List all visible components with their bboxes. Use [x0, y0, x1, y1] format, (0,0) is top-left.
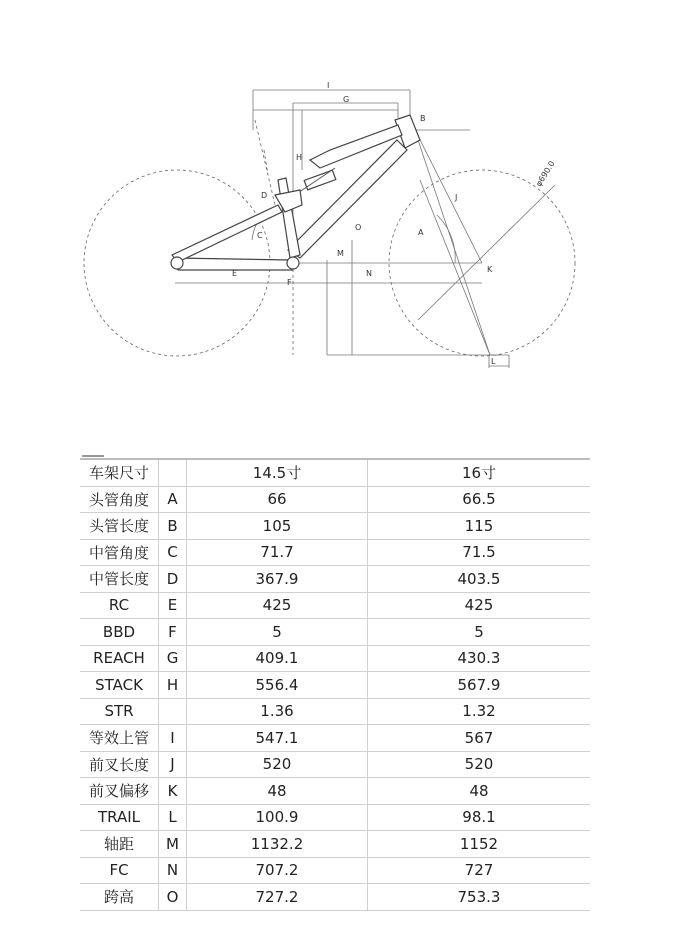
row-value-size-2: 1152	[368, 831, 591, 858]
table-top-mark	[82, 455, 104, 457]
dim-label-m: M	[337, 249, 344, 258]
row-code: F	[159, 619, 187, 646]
geometry-spec-table	[80, 458, 590, 911]
row-value-size-2: 1.32	[368, 698, 591, 725]
dim-label-f: F	[287, 278, 292, 287]
row-code: A	[159, 486, 187, 513]
row-value-size-2: 727	[368, 857, 591, 884]
row-code: K	[159, 778, 187, 805]
row-code: C	[159, 539, 187, 566]
table-row	[80, 539, 590, 566]
row-value-size-1: 367.9	[187, 566, 368, 593]
table-row	[80, 831, 590, 858]
wheel-diameter-label: φ690.0	[534, 159, 557, 189]
row-code: O	[159, 884, 187, 911]
row-value-size-1: 707.2	[187, 857, 368, 884]
table-row	[80, 513, 590, 540]
dim-label-c: C	[257, 231, 263, 240]
row-name: FC	[80, 857, 159, 884]
row-name: RC	[80, 592, 159, 619]
table-header-row	[80, 459, 590, 486]
row-value-size-1: 5	[187, 619, 368, 646]
table-row	[80, 566, 590, 593]
row-code: H	[159, 672, 187, 699]
header-size-1: 14.5寸	[187, 459, 368, 486]
row-code: B	[159, 513, 187, 540]
row-value-size-2: 430.3	[368, 645, 591, 672]
table-row	[80, 751, 590, 778]
dim-label-i: I	[327, 81, 330, 90]
dim-label-a: A	[418, 228, 424, 237]
dim-label-h: H	[296, 153, 303, 162]
row-code: D	[159, 566, 187, 593]
row-code: E	[159, 592, 187, 619]
header-code	[159, 459, 187, 486]
bike-geometry-diagram	[0, 60, 700, 390]
row-name: 前叉长度	[80, 751, 159, 778]
row-value-size-1: 71.7	[187, 539, 368, 566]
row-value-size-2: 5	[368, 619, 591, 646]
row-code	[159, 698, 187, 725]
row-value-size-1: 48	[187, 778, 368, 805]
table-row	[80, 884, 590, 911]
row-value-size-2: 753.3	[368, 884, 591, 911]
row-value-size-1: 1132.2	[187, 831, 368, 858]
row-value-size-2: 66.5	[368, 486, 591, 513]
row-code: J	[159, 751, 187, 778]
row-name: STR	[80, 698, 159, 725]
row-code: I	[159, 725, 187, 752]
table-row	[80, 804, 590, 831]
row-name: 等效上管	[80, 725, 159, 752]
dim-label-j: J	[455, 193, 458, 202]
table-row	[80, 725, 590, 752]
row-name: 头管长度	[80, 513, 159, 540]
row-name: 中管长度	[80, 566, 159, 593]
dim-label-k: K	[487, 265, 493, 274]
row-value-size-2: 403.5	[368, 566, 591, 593]
row-code: M	[159, 831, 187, 858]
row-value-size-1: 520	[187, 751, 368, 778]
row-code: L	[159, 804, 187, 831]
row-value-size-2: 567.9	[368, 672, 591, 699]
row-name: REACH	[80, 645, 159, 672]
dim-label-b: B	[420, 114, 426, 123]
row-value-size-2: 48	[368, 778, 591, 805]
table-row	[80, 672, 590, 699]
table-row	[80, 486, 590, 513]
row-name: STACK	[80, 672, 159, 699]
row-name: 头管角度	[80, 486, 159, 513]
header-size-2: 16寸	[368, 459, 591, 486]
row-value-size-2: 115	[368, 513, 591, 540]
row-value-size-1: 727.2	[187, 884, 368, 911]
bike-frame	[171, 115, 420, 270]
row-value-size-1: 1.36	[187, 698, 368, 725]
dim-label-g: G	[343, 95, 350, 104]
dim-label-e: E	[232, 269, 238, 278]
row-name: BBD	[80, 619, 159, 646]
header-frame-size: 车架尺寸	[80, 459, 159, 486]
row-value-size-2: 567	[368, 725, 591, 752]
table-row	[80, 619, 590, 646]
table-row	[80, 698, 590, 725]
row-value-size-1: 547.1	[187, 725, 368, 752]
row-name: 轴距	[80, 831, 159, 858]
row-value-size-1: 66	[187, 486, 368, 513]
row-name: TRAIL	[80, 804, 159, 831]
dim-label-n: N	[366, 269, 372, 278]
row-value-size-2: 71.5	[368, 539, 591, 566]
row-value-size-1: 100.9	[187, 804, 368, 831]
table-row	[80, 592, 590, 619]
row-code: G	[159, 645, 187, 672]
row-value-size-1: 105	[187, 513, 368, 540]
row-name: 中管角度	[80, 539, 159, 566]
row-value-size-2: 520	[368, 751, 591, 778]
row-name: 跨高	[80, 884, 159, 911]
table-row	[80, 778, 590, 805]
table-row	[80, 857, 590, 884]
dim-label-l: L	[491, 357, 496, 366]
table-row	[80, 645, 590, 672]
row-value-size-2: 425	[368, 592, 591, 619]
row-value-size-1: 409.1	[187, 645, 368, 672]
row-name: 前叉偏移	[80, 778, 159, 805]
dim-label-d: D	[261, 191, 268, 200]
row-value-size-1: 556.4	[187, 672, 368, 699]
row-value-size-2: 98.1	[368, 804, 591, 831]
row-value-size-1: 425	[187, 592, 368, 619]
row-code: N	[159, 857, 187, 884]
dim-label-o: O	[355, 223, 362, 232]
